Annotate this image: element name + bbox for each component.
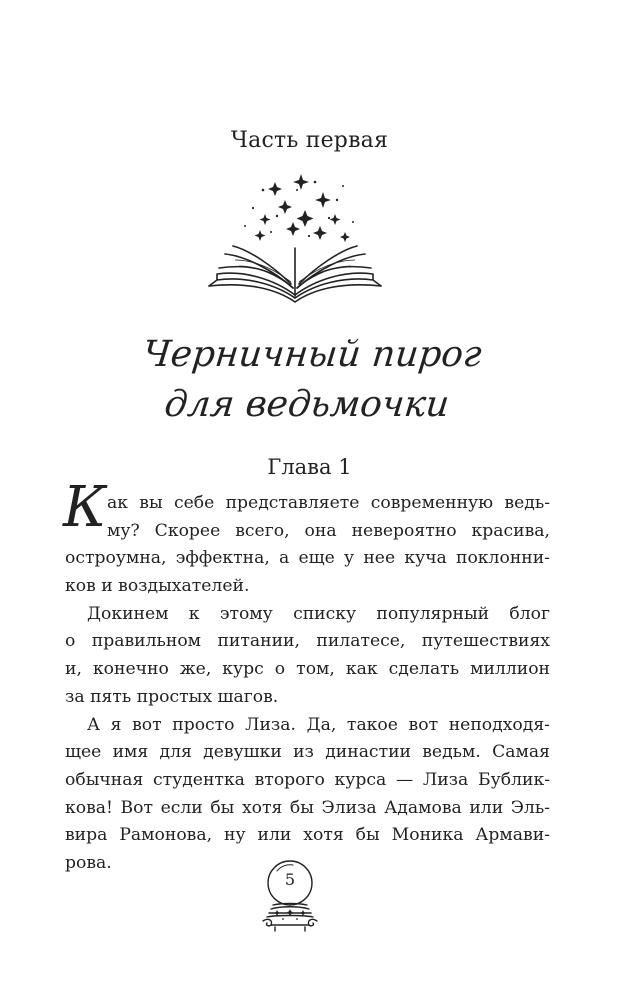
story-title-line1: Черничный пирог <box>140 334 484 375</box>
drop-cap: К <box>63 475 107 540</box>
page-number: 5 <box>284 870 296 889</box>
paragraph-line: му? Скорее всего, она невероятно красива, <box>107 520 550 541</box>
paragraph-line: о правильном питании, пилатесе, путешествиях <box>65 631 550 652</box>
paragraph-1 <box>63 475 550 601</box>
open-book-stars-illustration <box>205 170 385 305</box>
paragraph-line: и, конечно же, курс о том, как сделать миллион <box>65 659 550 680</box>
story-title <box>0 330 619 430</box>
paragraph-line: рова. <box>65 852 112 873</box>
paragraph-line: остроумна, эффектна, а еще у нее куча поклонни- <box>65 548 550 569</box>
paragraph-line: обычная студентка второго курса — Лиза Бублик- <box>65 769 550 790</box>
paragraph-line: ков и воздыхателей. <box>65 576 250 597</box>
paragraph-line: ак вы себе представляете современную ведь- <box>107 493 550 513</box>
paragraph-line: за пять простых шагов. <box>65 686 279 707</box>
paragraph-line: вира Рамонова, ну или хотя бы Моника Армави- <box>65 825 550 846</box>
paragraph-3 <box>65 712 550 878</box>
paragraph-line: А я вот просто Лиза. Да, такое вот неподходя- <box>87 714 550 735</box>
story-title-line2: для ведьмочки <box>162 384 452 425</box>
body-text <box>63 475 550 878</box>
chapter-title: Глава 1 <box>267 455 352 479</box>
paragraph-2 <box>65 601 550 712</box>
paragraph-line: щее имя для девушки из династии ведьм. Самая <box>65 742 550 763</box>
crystal-ball-ornament <box>253 855 333 935</box>
paragraph-line: кова! Вот если бы хотя бы Элиза Адамова или Эль- <box>65 797 550 818</box>
part-title: Часть первая <box>230 128 389 153</box>
paragraph-line: Докинем к этому списку популярный блог <box>87 603 550 624</box>
